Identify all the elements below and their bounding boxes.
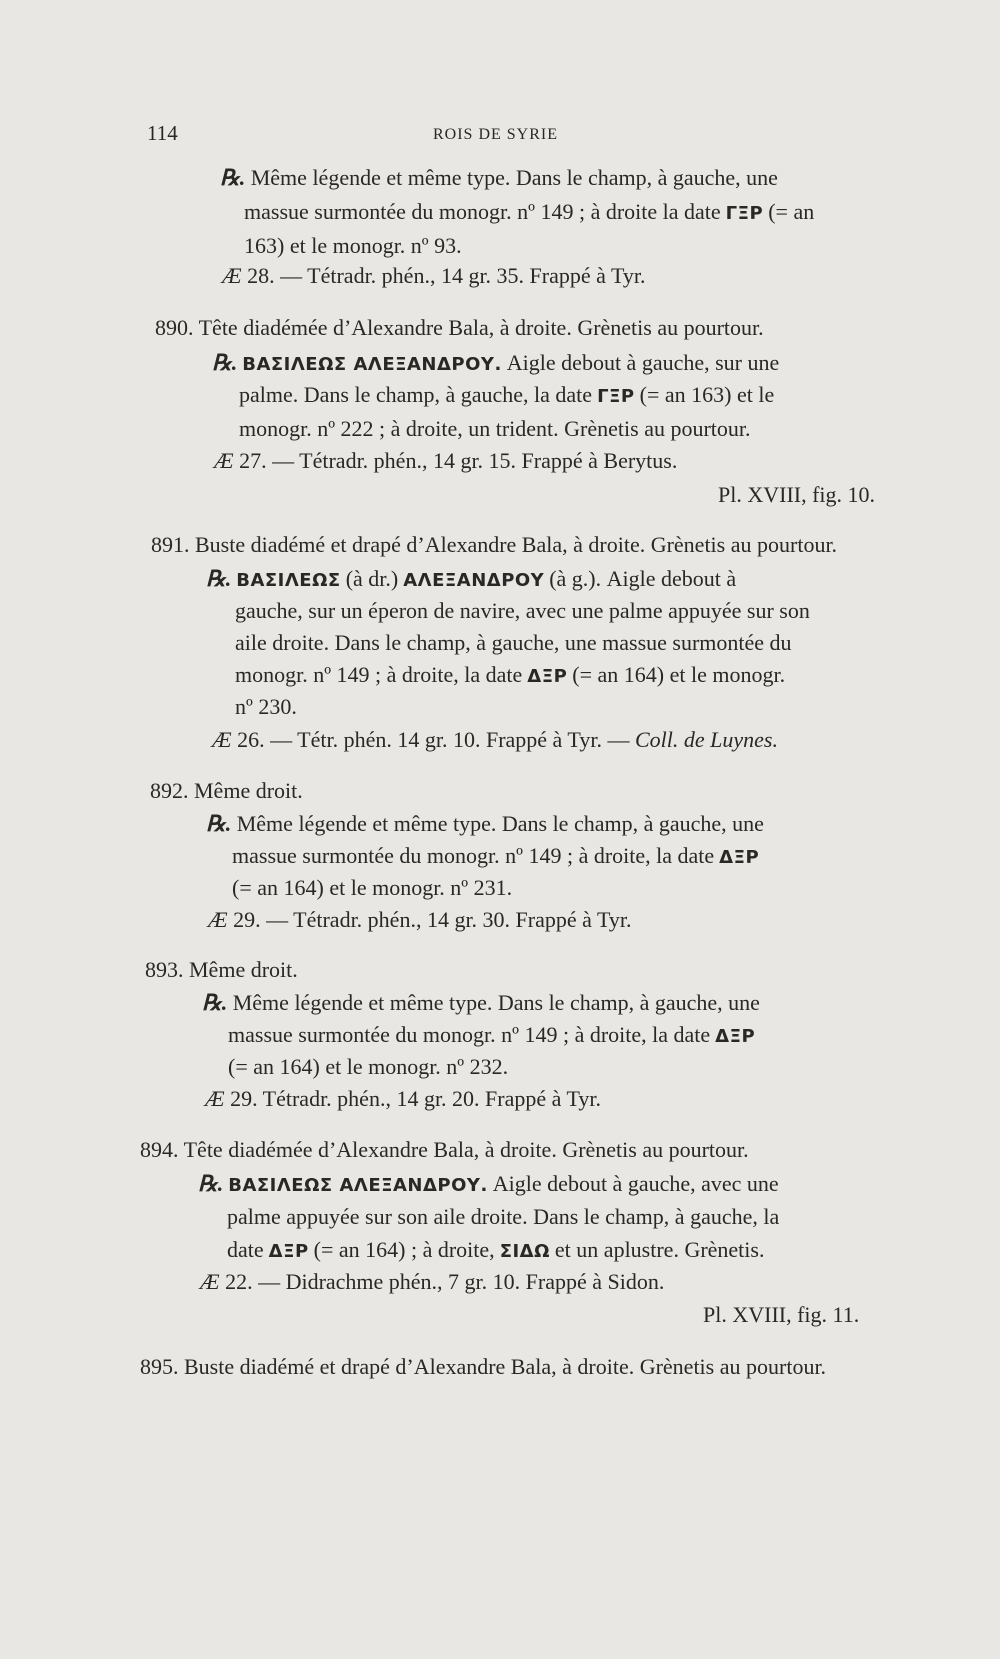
entry-893-obverse: 893. Même droit.: [145, 957, 298, 982]
entry-number: 892.: [150, 778, 189, 803]
entry-number: 895.: [140, 1354, 179, 1379]
entry-894-obverse: 894. Tête diadémée d’Alexandre Bala, à droite. Grènetis au pourtour.: [140, 1137, 749, 1162]
entry-893-reverse-line-2: massue surmontée du monogr. nº 149 ; à droite, la date ΔΞΡ: [228, 1022, 756, 1047]
reverse-symbol: ℞.: [220, 165, 246, 190]
entry-894-reverse-line-1: ℞. ΒΑΣΙΛΕΩΣ ΑΛΕΞΑΝΔΡΟΥ. Aigle debout à gauche, avec une: [198, 1171, 779, 1196]
entry-number: 890.: [155, 315, 194, 340]
entry-895-obverse: 895. Buste diadémé et drapé d’Alexandre Bala, à droite. Grènetis au pourtour.: [140, 1354, 827, 1379]
entry-889-reverse-line-2: massue surmontée du monogr. nº 149 ; à droite la date ΓΞΡ (= an: [244, 199, 815, 224]
entry-892-obverse: 892. Même droit.: [150, 778, 303, 803]
entry-891-obverse: 891. Buste diadémé et drapé d’Alexandre Bala, à droite. Grènetis au pourtour.: [151, 532, 838, 557]
entry-890-reverse-line-3: monogr. nº 222 ; à droite, un trident. Grènetis au pourtour.: [239, 416, 751, 441]
entry-894-reverse-line-3: date ΔΞΡ (= an 164) ; à droite, ΣΙΔΩ et un aplustre. Grènetis.: [227, 1237, 765, 1262]
entry-890-reverse-line-1: ℞. ΒΑΣΙΛΕΩΣ ΑΛΕΞΑΝΔΡΟΥ. Aigle debout à gauche, sur une: [212, 350, 780, 375]
entry-894-metrics: Æ 22. — Didrachme phén., 7 gr. 10. Frappé à Sidon.: [200, 1269, 665, 1294]
entry-893-reverse-line-3: (= an 164) et le monogr. nº 232.: [228, 1054, 509, 1079]
silver-symbol: Æ: [222, 263, 242, 288]
entry-894-plate-ref: Pl. XVIII, fig. 11.: [703, 1302, 860, 1327]
entry-892-metrics: Æ 29. — Tétradr. phén., 14 gr. 30. Frappé à Tyr.: [208, 907, 632, 932]
entry-892-reverse-line-1: ℞. Même légende et même type. Dans le champ, à gauche, une: [206, 811, 764, 836]
entry-893-reverse-line-1: ℞. Même légende et même type. Dans le champ, à gauche, une: [202, 990, 760, 1015]
entry-891-metrics: Æ 26. — Tétr. phén. 14 gr. 10. Frappé à Tyr. — Coll. de Luynes.: [212, 727, 778, 752]
entry-number: 894.: [140, 1137, 179, 1162]
entry-891-reverse-line-3: aile droite. Dans le champ, à gauche, une massue surmontée du: [235, 630, 792, 655]
page-number: 114: [147, 121, 178, 145]
entry-890-plate-ref: Pl. XVIII, fig. 10.: [718, 482, 876, 507]
collection-name: Coll. de Luynes.: [634, 727, 778, 752]
entry-890-obverse: 890. Tête diadémée d’Alexandre Bala, à droite. Grènetis au pourtour.: [155, 315, 764, 340]
entry-892-reverse-line-3: (= an 164) et le monogr. nº 231.: [232, 875, 513, 900]
entry-891-reverse-line-1: ℞. ΒΑΣΙΛΕΩΣ (à dr.) ΑΛΕΞΑΝΔΡΟΥ (à g.). Aigle debout à: [206, 566, 737, 591]
entry-889-metrics: Æ 28. — Tétradr. phén., 14 gr. 35. Frappé à Tyr.: [222, 263, 646, 288]
running-title: ROIS DE SYRIE: [433, 126, 559, 143]
entry-890-metrics: Æ 27. — Tétradr. phén., 14 gr. 15. Frappé à Berytus.: [214, 448, 678, 473]
entry-889-reverse-line-1: ℞. Même légende et même type. Dans le champ, à gauche, une: [220, 165, 778, 190]
entry-891-reverse-line-2: gauche, sur un éperon de navire, avec une palme appuyée sur son: [235, 598, 810, 623]
entry-891-reverse-line-4: monogr. nº 149 ; à droite, la date ΔΞΡ (= an 164) et le monogr.: [235, 662, 786, 687]
entry-894-reverse-line-2: palme appuyée sur son aile droite. Dans le champ, à gauche, la: [227, 1204, 780, 1229]
entry-890-reverse-line-2: palme. Dans le champ, à gauche, la date ΓΞΡ (= an 163) et le: [239, 382, 775, 407]
entry-893-metrics: Æ 29. Tétradr. phén., 14 gr. 20. Frappé à Tyr.: [205, 1086, 602, 1111]
entry-number: 893.: [145, 957, 184, 982]
entry-892-reverse-line-2: massue surmontée du monogr. nº 149 ; à droite, la date ΔΞΡ: [232, 843, 760, 868]
entry-889-reverse-line-3: 163) et le monogr. nº 93.: [244, 233, 462, 258]
entry-891-reverse-line-5: nº 230.: [235, 694, 297, 719]
entry-number: 891.: [151, 532, 190, 557]
